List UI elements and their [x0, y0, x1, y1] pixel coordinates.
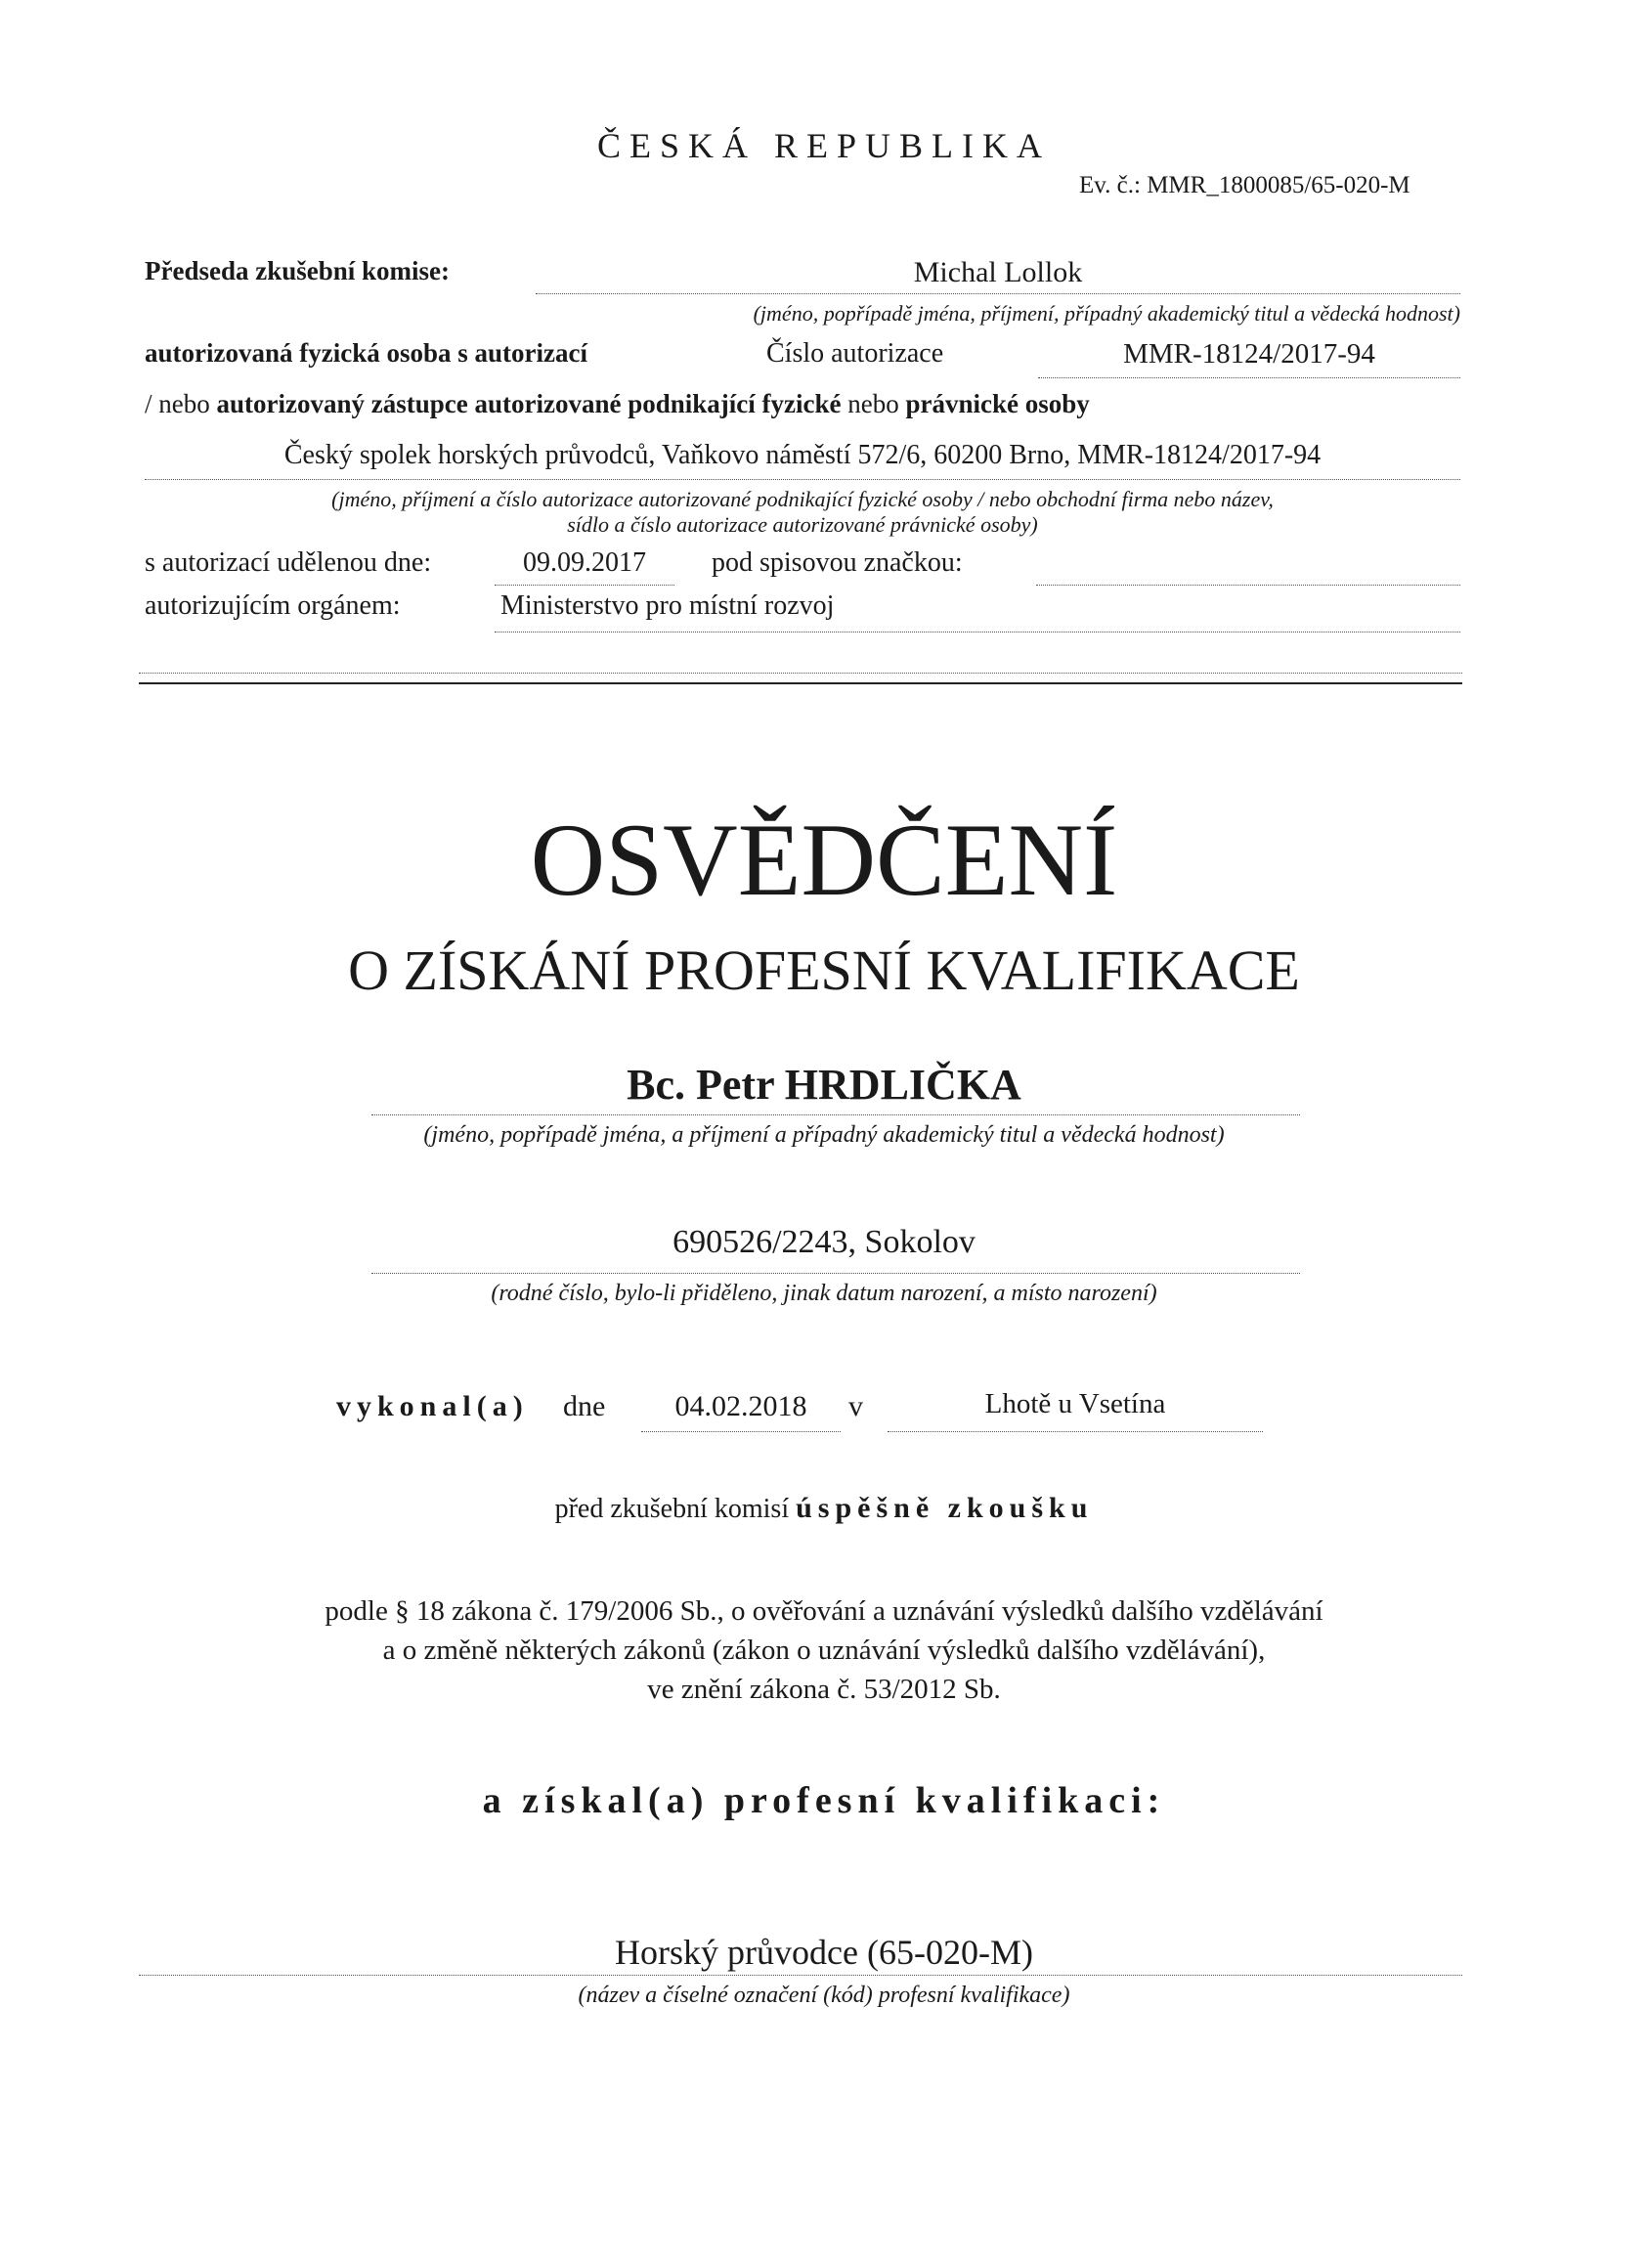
granted-label: s autorizací udělenou dne: [145, 547, 432, 578]
chair-name: Michal Lollok [913, 256, 1083, 288]
separator-dotted [139, 673, 1462, 674]
rep-prefix: / nebo [145, 389, 210, 418]
auth-person-label: autorizovaná fyzická osoba s autorizací [145, 338, 587, 368]
exam-date-line [641, 1431, 841, 1432]
certificate-title: OSVĚDČENÍ [530, 803, 1118, 917]
birth-info: 690526/2243, Sokolov [672, 1224, 976, 1260]
holder-name-line [371, 1114, 1300, 1115]
file-number-line [1036, 585, 1460, 586]
qualification-line [139, 1975, 1462, 1976]
authority: Ministerstvo pro místní rozvoj [500, 590, 835, 621]
qualification: Horský průvodce (65-020-M) [615, 1933, 1033, 1972]
birth-hint: (rodné číslo, bylo-li přiděleno, jinak datum narození, a místo narození) [491, 1281, 1157, 1306]
exam-date: 04.02.2018 [674, 1390, 807, 1422]
organization: Český spolek horských průvodců, Vaňkovo náměstí 572/6, 60200 Brno, MMR-18124/2017-94 [283, 440, 1322, 470]
rep-or: nebo [847, 389, 899, 418]
before-commission: před zkušební komisí [554, 1494, 790, 1524]
certificate-subtitle: O ZÍSKÁNÍ PROFESNÍ KVALIFIKACE [348, 938, 1300, 1002]
obtained-heading: a získal(a) profesní kvalifikaci: [482, 1780, 1166, 1821]
chair-name-line [536, 293, 1460, 294]
exam-place: Lhotě u Vsetína [984, 1388, 1166, 1419]
law-line-2: a o změně některých zákonů (zákon o uznávání výsledků dalšího vzdělávání), [382, 1635, 1266, 1666]
rep-bold-1: autorizovaný zástupce autorizované podnikající fyzické [216, 389, 842, 418]
chair-hint: (jméno, popřípadě jména, příjmení, případný akademický titul a vědecká hodnost) [753, 301, 1460, 326]
qualification-hint: (název a číselné označení (kód) profesní kvalifikace) [578, 1983, 1070, 2008]
granted-date: 09.09.2017 [523, 547, 646, 578]
performed-label: vykonal(a) [336, 1390, 529, 1422]
commission-line [0, 1492, 1648, 1525]
auth-number: MMR-18124/2017-94 [1123, 338, 1375, 370]
exam-place-line [888, 1431, 1263, 1432]
country-heading: ČESKÁ REPUBLIKA [596, 126, 1052, 165]
authority-label: autorizujícím orgánem: [145, 590, 401, 621]
passed-exam: úspěšně zkoušku [796, 1492, 1094, 1524]
file-number-label: pod spisovou značkou: [712, 547, 963, 578]
auth-number-label: Číslo autorizace [766, 338, 944, 369]
law-line-1: podle § 18 zákona č. 179/2006 Sb., o ověřování a uznávání výsledků dalšího vzdělávání [325, 1595, 1323, 1627]
birth-info-line [371, 1273, 1300, 1274]
separator-solid [139, 682, 1462, 684]
place-label: v [848, 1390, 863, 1422]
law-line-3: ve znění zákona č. 53/2012 Sb. [647, 1674, 1001, 1705]
chair-label: Předseda zkušební komise: [145, 256, 451, 285]
auth-number-line [1038, 377, 1460, 378]
holder-hint: (jméno, popřípadě jména, a příjmení a případný akademický titul a vědecká hodnost) [423, 1122, 1225, 1148]
granted-date-line [495, 585, 674, 586]
organization-line [145, 479, 1460, 480]
organization-hint-2: sídlo a číslo autorizace autorizované právnické osoby) [567, 512, 1038, 537]
evidence-number: Ev. č.: MMR_1800085/65-020-M [1079, 172, 1410, 198]
representative-line [145, 389, 1090, 419]
organization-hint-1: (jméno, příjmení a číslo autorizace autorizované podnikající fyzické osoby / nebo obchodní firma nebo název, [331, 487, 1274, 511]
date-label: dne [563, 1390, 606, 1422]
rep-bold-2: právnické osoby [905, 389, 1090, 418]
holder-name: Bc. Petr HRDLIČKA [627, 1061, 1021, 1109]
